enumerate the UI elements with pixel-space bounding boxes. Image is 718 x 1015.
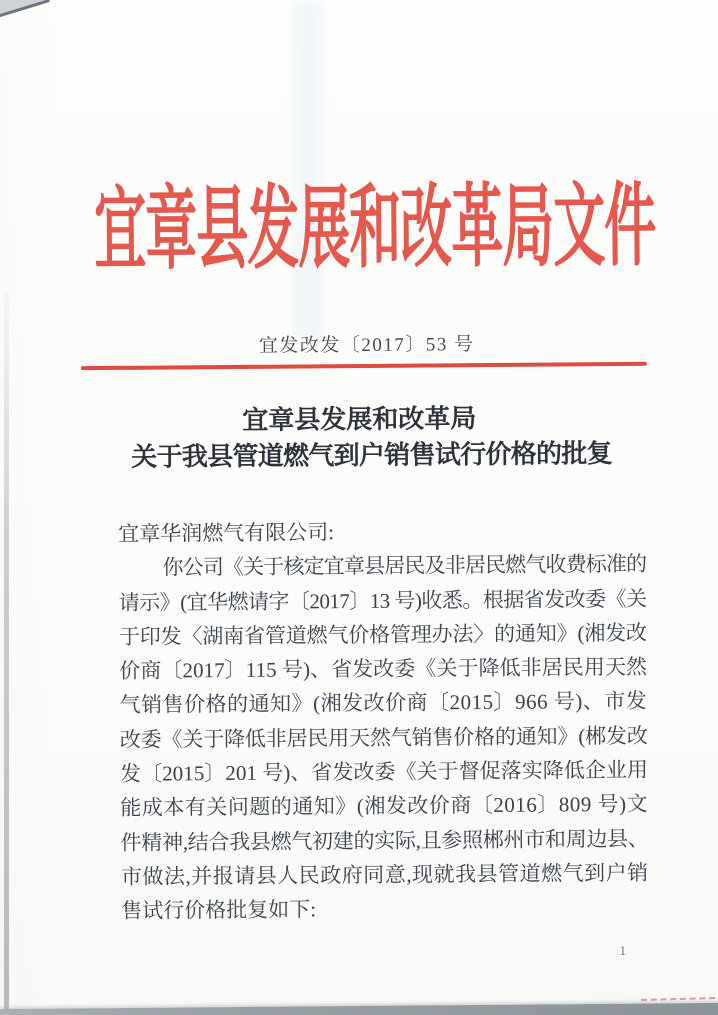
body-line: 改委《关于降低非居民用天然气销售价格的通知》(郴发改: [119, 723, 648, 752]
body-line: 能成本有关问题的通知》(湘发改价商〔2016〕809 号)文: [120, 792, 649, 821]
body-line: 市做法,并报请县人民政府同意,现就我县管道燃气到户销: [120, 860, 649, 889]
page-number: 1: [619, 942, 627, 958]
body-line: 请示》(宜华燃请字〔2017〕13 号)收悉。根据省发改委《关: [118, 586, 647, 615]
document-number: 宜发改发〔2017〕53 号: [258, 334, 475, 357]
agency-banner-title: 宜章县发展和改革局文件: [93, 177, 656, 283]
body-line: 价商〔2017〕115 号)、省发改委《关于降低非居民用天然: [119, 654, 648, 684]
document-title-line1: 宜章县发展和改革局: [242, 404, 477, 435]
body-paragraph: [118, 513, 649, 929]
body-line: 你公司《关于核定宜章县居民及非居民燃气收费标准的: [162, 552, 647, 580]
recipient-salutation: 宜章华润燃气有限公司:: [118, 520, 335, 546]
red-divider-line: [81, 362, 647, 370]
body-line: 件精神,结合我县燃气初建的实际,且参照郴州市和周边县、: [120, 826, 649, 855]
body-line: 发〔2015〕201 号)、省发改委《关于督促落实降低企业用: [119, 757, 649, 786]
body-line: 气销售价格的通知》(湘发改价商〔2015〕966 号)、市发: [119, 689, 648, 718]
scan-left-edge-artifact: [4, 292, 9, 1015]
document-title-line2: 关于我县管道燃气到户销售试行价格的批复: [131, 439, 613, 472]
body-line: 于印发〈湖南省管道燃气价格管理办法〉的通知》(湘发改: [118, 620, 647, 649]
body-line: 售试行价格批复如下:: [121, 897, 317, 924]
